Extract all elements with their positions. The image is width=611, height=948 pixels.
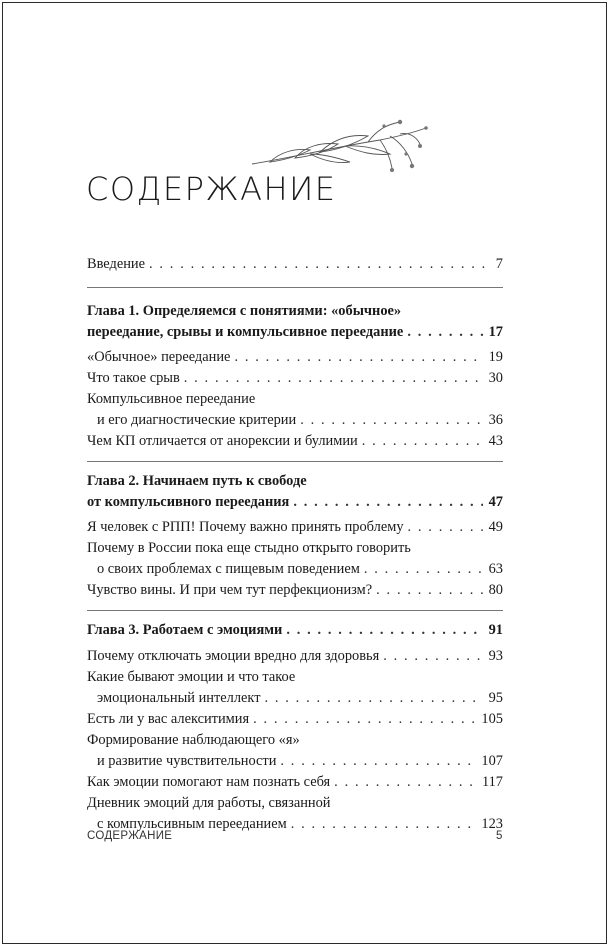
toc-page-number: 107 bbox=[481, 753, 503, 769]
toc-entry-text: эмоциональный интеллект bbox=[97, 690, 261, 706]
toc-item-line1: Почему в России пока еще стыдно открыто говорить bbox=[87, 540, 411, 556]
toc-item[interactable] bbox=[87, 431, 503, 452]
toc-item[interactable] bbox=[87, 347, 503, 368]
toc-item[interactable] bbox=[87, 368, 503, 389]
toc-entry-text: переедание, срывы и компульсивное переедание bbox=[87, 324, 404, 340]
toc-item[interactable] bbox=[87, 517, 503, 538]
table-of-contents bbox=[87, 254, 503, 835]
toc-item[interactable] bbox=[87, 580, 503, 601]
toc-page-number: 47 bbox=[488, 494, 503, 510]
toc-page-number: 95 bbox=[488, 690, 503, 706]
dot-leader bbox=[408, 517, 483, 538]
dot-leader bbox=[234, 347, 482, 368]
toc-page-number: 117 bbox=[481, 774, 503, 790]
dot-leader bbox=[286, 620, 482, 641]
toc-item-line1: Формирование наблюдающего «я» bbox=[87, 732, 300, 748]
dot-leader bbox=[291, 814, 476, 835]
toc-page-number: 7 bbox=[495, 256, 503, 272]
toc-page-number: 105 bbox=[481, 711, 503, 727]
toc-entry-text: «Обычное» переедание bbox=[87, 349, 231, 365]
folio-page-number: 5 bbox=[496, 830, 503, 842]
toc-entry-text: Я человек с РПП! Почему важно принять проблему bbox=[87, 519, 404, 535]
dot-leader bbox=[253, 709, 475, 730]
dot-leader bbox=[334, 772, 476, 793]
toc-page-number: 93 bbox=[488, 648, 503, 664]
toc-entry-text: Введение bbox=[87, 256, 146, 272]
page-title: СОДЕРЖАНИЕ bbox=[86, 170, 337, 208]
toc-item[interactable] bbox=[87, 751, 503, 772]
dot-leader bbox=[376, 580, 482, 601]
toc-entry-text: и развитие чувствительности bbox=[97, 753, 277, 769]
chapter-2-heading[interactable] bbox=[87, 492, 503, 513]
dot-leader bbox=[149, 254, 487, 275]
toc-item[interactable] bbox=[87, 646, 503, 667]
toc-page-number: 49 bbox=[488, 519, 503, 535]
toc-page-number: 123 bbox=[481, 816, 503, 832]
dot-leader bbox=[280, 751, 475, 772]
dot-leader bbox=[383, 646, 482, 667]
toc-entry-text: Чувство вины. И при чем тут перфекционизм? bbox=[87, 582, 373, 598]
toc-item[interactable] bbox=[87, 709, 503, 730]
toc-entry-text: о своих проблемах с пищевым поведением bbox=[97, 561, 360, 577]
toc-entry-text: Глава 3. Работаем с эмоциями bbox=[87, 622, 283, 638]
toc-page-number: 91 bbox=[488, 622, 503, 638]
toc-item[interactable] bbox=[87, 410, 503, 431]
toc-page-number: 80 bbox=[488, 582, 503, 598]
toc-entry-text: Чем КП отличается от анорексии и булимии bbox=[87, 433, 358, 449]
toc-entry-text: от компульсивного переедания bbox=[87, 494, 290, 510]
dot-leader bbox=[362, 431, 483, 452]
toc-entry-text: Что такое срыв bbox=[87, 370, 180, 386]
toc-item[interactable] bbox=[87, 559, 503, 580]
dot-leader bbox=[407, 322, 482, 343]
toc-item[interactable] bbox=[87, 688, 503, 709]
chapter-2-heading-line1: Глава 2. Начинаем путь к свободе bbox=[87, 473, 307, 489]
toc-page-number: 30 bbox=[488, 370, 503, 386]
toc-item-line1: Компульсивное переедание bbox=[87, 391, 256, 407]
toc-page-number: 36 bbox=[488, 412, 503, 428]
chapter-1-heading-line1: Глава 1. Определяемся с понятиями: «обычное» bbox=[87, 303, 402, 319]
toc-entry-text: и его диагностические критерии bbox=[97, 412, 297, 428]
toc-item-line1: Какие бывают эмоции и что такое bbox=[87, 669, 296, 685]
dot-leader bbox=[293, 492, 482, 513]
dot-leader bbox=[364, 559, 483, 580]
running-footer: СОДЕРЖАНИЕ bbox=[87, 830, 173, 842]
toc-item[interactable] bbox=[87, 772, 503, 793]
toc-page-number: 17 bbox=[488, 324, 503, 340]
toc-entry-text: Есть ли у вас алекситимия bbox=[87, 711, 250, 727]
toc-entry-text: Почему отключать эмоции вредно для здоровья bbox=[87, 648, 380, 664]
chapter-1-heading[interactable] bbox=[87, 322, 503, 343]
dot-leader bbox=[300, 410, 482, 431]
toc-entry-text: Как эмоции помогают нам познать себя bbox=[87, 774, 331, 790]
toc-page-number: 43 bbox=[488, 433, 503, 449]
toc-entry-text: с компульсивным перееданием bbox=[97, 816, 287, 832]
toc-page-number: 63 bbox=[488, 561, 503, 577]
chapter-3-heading[interactable] bbox=[87, 620, 503, 641]
toc-item-line1: Дневник эмоций для работы, связанной bbox=[87, 795, 331, 811]
toc-intro[interactable] bbox=[87, 254, 503, 275]
toc-page-number: 19 bbox=[488, 349, 503, 365]
dot-leader bbox=[184, 368, 483, 389]
dot-leader bbox=[265, 688, 483, 709]
